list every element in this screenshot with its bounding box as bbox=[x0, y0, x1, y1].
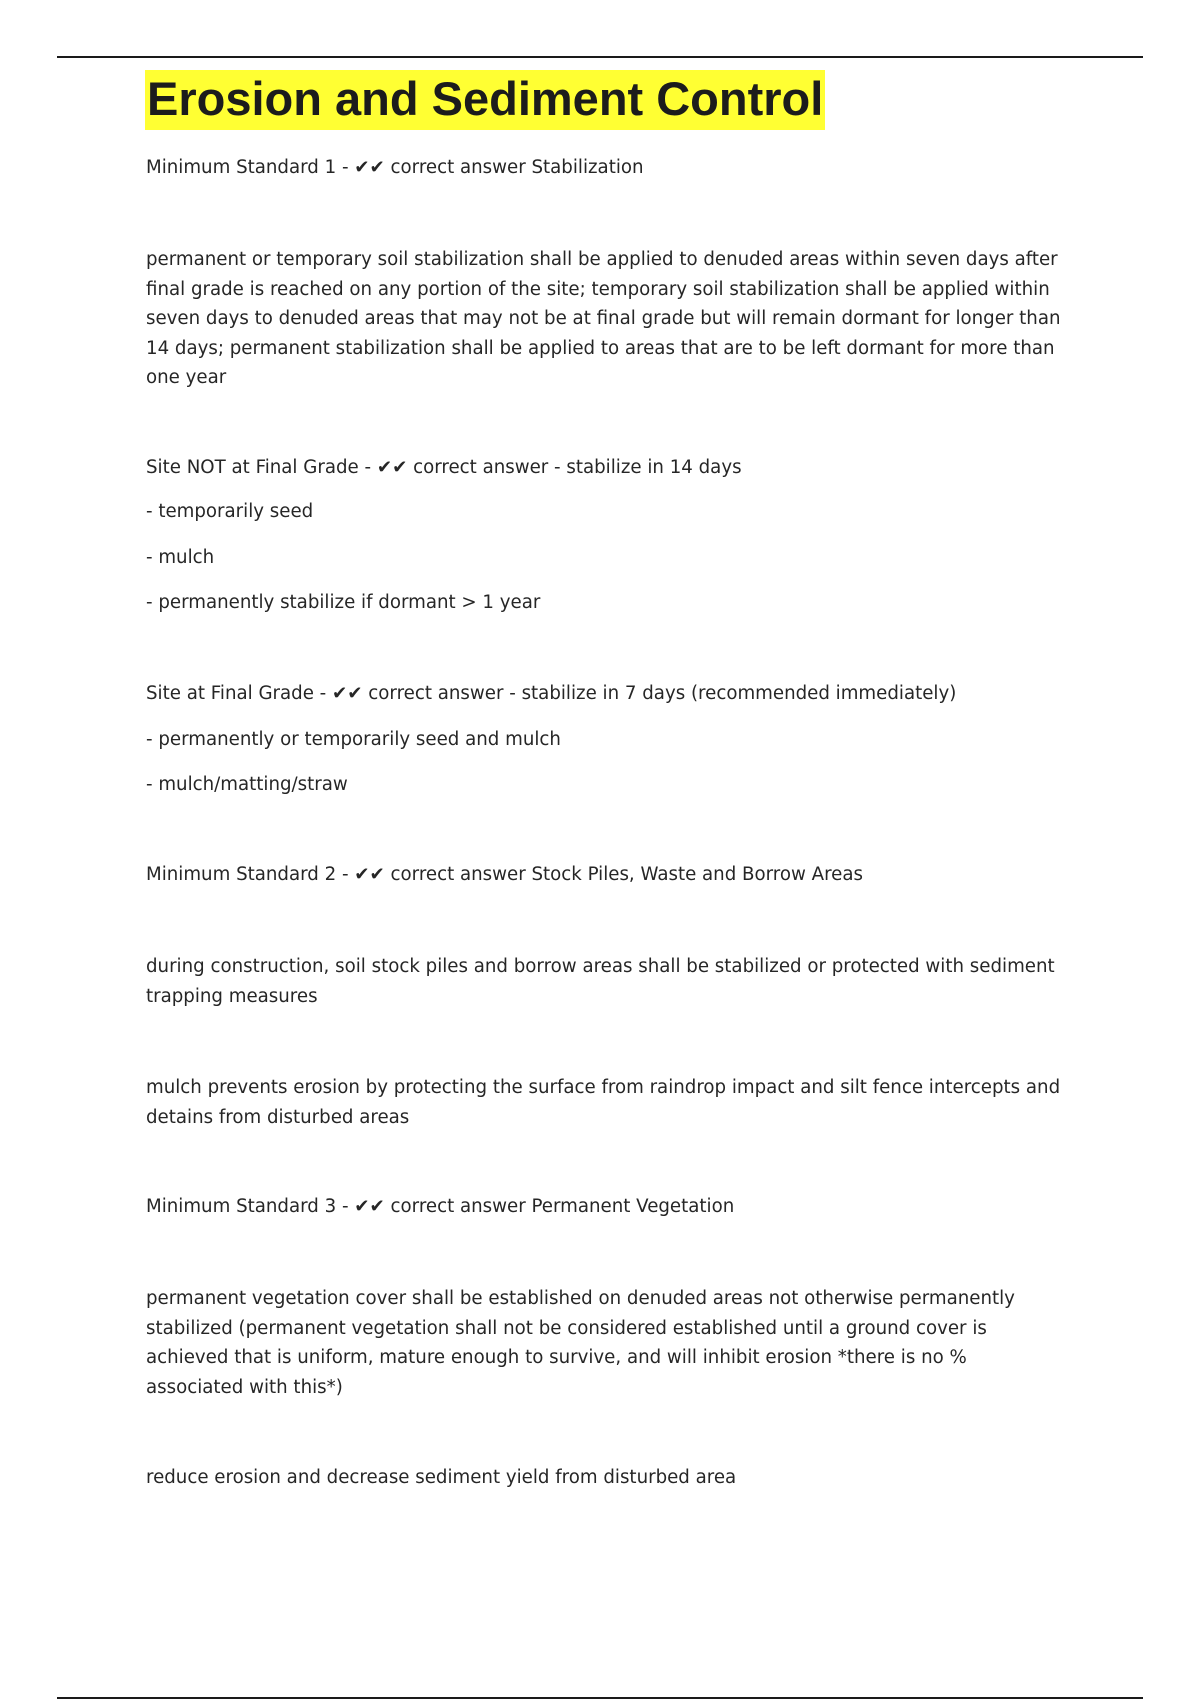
question-site-not-final-grade: Site NOT at Final Grade - ✔✔ correct answer - stabilize in 14 days bbox=[146, 457, 742, 478]
list-item: - mulch/matting/straw bbox=[146, 774, 348, 795]
list-item: - permanently or temporarily seed and mulch bbox=[146, 729, 561, 750]
question-minimum-standard-1: Minimum Standard 1 - ✔✔ correct answer Stabilization bbox=[146, 157, 644, 178]
answer-paragraph: reduce erosion and decrease sediment yield from disturbed area bbox=[146, 1467, 737, 1488]
bottom-divider bbox=[57, 1697, 1143, 1699]
list-item: - permanently stabilize if dormant > 1 year bbox=[146, 592, 541, 613]
list-item: - mulch bbox=[146, 547, 215, 568]
top-divider bbox=[57, 56, 1143, 58]
document-title: Erosion and Sediment Control bbox=[145, 70, 825, 130]
list-item: - temporarily seed bbox=[146, 501, 314, 522]
question-site-final-grade: Site at Final Grade - ✔✔ correct answer - stabilize in 7 days (recommended immediately) bbox=[146, 683, 957, 704]
answer-paragraph: permanent or temporary soil stabilization shall be applied to denuded areas within seven days after final grade is reached on any portion of the site; temporary soil stabilization shall be applied within seven days to denuded areas that may not be at final grade but will remain dormant for longer than 14 days; permanent stabilization shall be applied to areas that are to be left dormant for more than one year bbox=[146, 249, 1061, 388]
question-minimum-standard-2: Minimum Standard 2 - ✔✔ correct answer Stock Piles, Waste and Borrow Areas bbox=[146, 864, 863, 885]
question-minimum-standard-3: Minimum Standard 3 - ✔✔ correct answer Permanent Vegetation bbox=[146, 1196, 735, 1217]
answer-paragraph: permanent vegetation cover shall be established on denuded areas not otherwise permanently stabilized (permanent vegetation shall not be considered established until a ground cover is achieved that is uniform, mature enough to survive, and will inhibit erosion *there is no % associated with this*) bbox=[146, 1288, 1015, 1398]
answer-paragraph: during construction, soil stock piles and borrow areas shall be stabilized or protected with sediment trapping measures bbox=[146, 956, 1055, 1007]
answer-paragraph: mulch prevents erosion by protecting the surface from raindrop impact and silt fence intercepts and detains from disturbed areas bbox=[146, 1077, 1061, 1128]
